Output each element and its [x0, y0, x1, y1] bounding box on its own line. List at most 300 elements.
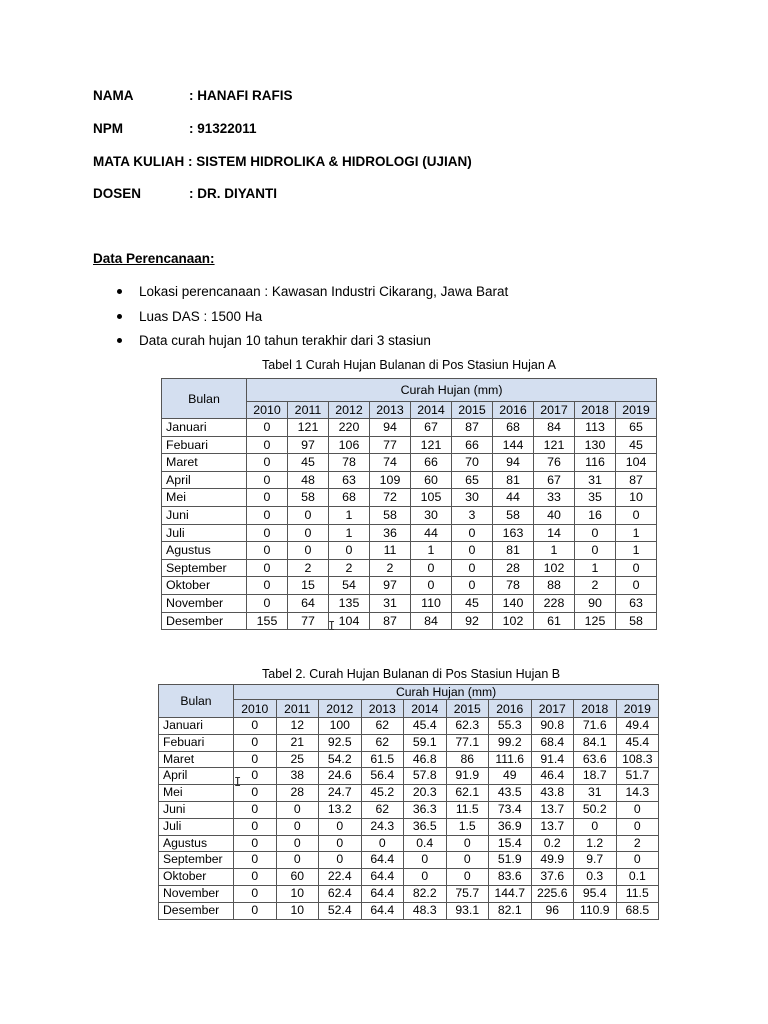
value-cell: 74: [370, 454, 411, 472]
year-header-cell: 2011: [288, 402, 329, 419]
value-cell: 0: [329, 542, 370, 560]
table-row: [162, 542, 657, 560]
value-cell: 11: [370, 542, 411, 560]
month-cell: Desember: [162, 612, 247, 630]
value-cell: 58: [370, 506, 411, 524]
value-cell: 65: [616, 419, 657, 437]
table2-caption: Tabel 2. Curah Hujan Bulanan di Pos Stasiun Hujan B: [262, 667, 561, 681]
value-cell: 99.2: [489, 734, 532, 751]
value-cell: 49.4: [616, 718, 659, 735]
value-cell: 44: [411, 524, 452, 542]
value-cell: 0: [361, 835, 404, 852]
value-cell: 64.4: [361, 902, 404, 919]
bullet-text: Data curah hujan 10 tahun terakhir dari 3 stasiun: [139, 333, 431, 348]
value-cell: 0: [234, 768, 277, 785]
value-cell: 3: [452, 506, 493, 524]
value-cell: 1: [575, 559, 616, 577]
value-cell: 0: [234, 835, 277, 852]
value-cell: 0: [234, 902, 277, 919]
value-cell: 0: [247, 471, 288, 489]
month-cell: Oktober: [159, 869, 234, 886]
value-cell: 10: [276, 885, 319, 902]
value-cell: 48: [288, 471, 329, 489]
value-cell: 73.4: [489, 801, 532, 818]
table-row: [159, 801, 659, 818]
value-cell: 2: [575, 577, 616, 595]
table-row: [159, 902, 659, 919]
value-cell: 87: [616, 471, 657, 489]
header-nama: [93, 88, 293, 103]
table-row: [162, 436, 657, 454]
value-cell: 0: [446, 869, 489, 886]
value-cell: 77: [288, 612, 329, 630]
value-cell: 20.3: [404, 785, 447, 802]
value-cell: 0: [276, 818, 319, 835]
value-cell: 0: [247, 594, 288, 612]
bullet-dot-icon: [117, 289, 122, 294]
year-header-cell: 2017: [531, 700, 574, 718]
value-cell: 43.5: [489, 785, 532, 802]
value-cell: 71.6: [574, 718, 617, 735]
month-cell: April: [159, 768, 234, 785]
value-cell: 24.7: [319, 785, 362, 802]
value-cell: 0: [411, 559, 452, 577]
header-value: : DR. DIYANTI: [189, 186, 278, 201]
value-cell: 116: [575, 454, 616, 472]
table-row: [162, 471, 657, 489]
value-cell: 155: [247, 612, 288, 630]
value-cell: 11.5: [616, 885, 659, 902]
value-cell: 15: [288, 577, 329, 595]
value-cell: 81: [493, 542, 534, 560]
value-cell: 1: [411, 542, 452, 560]
value-cell: 0: [446, 852, 489, 869]
value-cell: 2: [616, 835, 659, 852]
value-cell: 67: [411, 419, 452, 437]
value-cell: 68: [493, 419, 534, 437]
year-header-cell: 2013: [370, 402, 411, 419]
value-cell: 0: [247, 506, 288, 524]
value-cell: 0.2: [531, 835, 574, 852]
bullet-list: [114, 283, 508, 357]
value-cell: 0: [404, 852, 447, 869]
value-cell: 50.2: [574, 801, 617, 818]
value-cell: 45: [288, 454, 329, 472]
header-dosen: [93, 186, 277, 201]
value-cell: 84.1: [574, 734, 617, 751]
value-cell: 1.5: [446, 818, 489, 835]
value-cell: 0.3: [574, 869, 617, 886]
value-cell: 102: [534, 559, 575, 577]
month-cell: Agustus: [159, 835, 234, 852]
table-row: [162, 419, 657, 437]
year-header-cell: 2012: [329, 402, 370, 419]
value-cell: 82.2: [404, 885, 447, 902]
value-cell: 93.1: [446, 902, 489, 919]
value-cell: 0: [247, 542, 288, 560]
value-cell: 15.4: [489, 835, 532, 852]
year-header-cell: 2019: [616, 700, 659, 718]
month-cell: November: [162, 594, 247, 612]
value-cell: 2: [288, 559, 329, 577]
value-cell: 44: [493, 489, 534, 507]
value-cell: 0: [616, 818, 659, 835]
month-cell: November: [159, 885, 234, 902]
value-cell: 125: [575, 612, 616, 630]
month-cell: Febuari: [159, 734, 234, 751]
year-header-cell: 2018: [575, 402, 616, 419]
value-cell: 40: [534, 506, 575, 524]
value-cell: 88: [534, 577, 575, 595]
value-cell: 63: [329, 471, 370, 489]
value-cell: 121: [288, 419, 329, 437]
month-cell: Agustus: [162, 542, 247, 560]
value-cell: 48.3: [404, 902, 447, 919]
value-cell: 68: [329, 489, 370, 507]
value-cell: 91.4: [531, 751, 574, 768]
value-cell: 110: [411, 594, 452, 612]
value-cell: 78: [493, 577, 534, 595]
value-cell: 0.4: [404, 835, 447, 852]
value-cell: 45: [616, 436, 657, 454]
bulan-header: Bulan: [162, 379, 247, 419]
value-cell: 144.7: [489, 885, 532, 902]
value-cell: 36: [370, 524, 411, 542]
value-cell: 64.4: [361, 852, 404, 869]
value-cell: 61: [534, 612, 575, 630]
table-row: [159, 818, 659, 835]
value-cell: 0: [574, 818, 617, 835]
value-cell: 144: [493, 436, 534, 454]
value-cell: 0: [319, 835, 362, 852]
header-key: NAMA: [93, 88, 134, 103]
header-value: : SISTEM HIDROLIKA & HIDROLOGI (UJIAN): [188, 154, 472, 169]
value-cell: 106: [329, 436, 370, 454]
value-cell: 68.4: [531, 734, 574, 751]
year-header-cell: 2010: [247, 402, 288, 419]
value-cell: 92: [452, 612, 493, 630]
month-cell: Juni: [159, 801, 234, 818]
table-row: [159, 885, 659, 902]
value-cell: 10: [276, 902, 319, 919]
year-header-cell: 2019: [616, 402, 657, 419]
value-cell: 109: [370, 471, 411, 489]
value-cell: 0: [616, 506, 657, 524]
value-cell: 0: [452, 559, 493, 577]
value-cell: 0: [234, 718, 277, 735]
value-cell: 46.4: [531, 768, 574, 785]
value-cell: 104: [329, 612, 370, 630]
value-cell: 60: [411, 471, 452, 489]
value-cell: 2: [329, 559, 370, 577]
value-cell: 30: [452, 489, 493, 507]
value-cell: 33: [534, 489, 575, 507]
header-mata-kuliah: [93, 154, 472, 169]
month-cell: Desember: [159, 902, 234, 919]
value-cell: 21: [276, 734, 319, 751]
value-cell: 104: [616, 454, 657, 472]
value-cell: 0: [276, 835, 319, 852]
value-cell: 105: [411, 489, 452, 507]
month-cell: Oktober: [162, 577, 247, 595]
bullet-dot-icon: [117, 314, 122, 319]
value-cell: 63: [616, 594, 657, 612]
header-value: : 91322011: [189, 121, 257, 136]
value-cell: 97: [288, 436, 329, 454]
value-cell: 0: [616, 559, 657, 577]
value-cell: 70: [452, 454, 493, 472]
year-header-cell: 2010: [234, 700, 277, 718]
value-cell: 30: [411, 506, 452, 524]
value-cell: 228: [534, 594, 575, 612]
value-cell: 66: [411, 454, 452, 472]
value-cell: 0: [452, 542, 493, 560]
year-header-cell: 2015: [452, 402, 493, 419]
value-cell: 31: [370, 594, 411, 612]
value-cell: 87: [370, 612, 411, 630]
month-cell: Juni: [162, 506, 247, 524]
value-cell: 0: [288, 542, 329, 560]
value-cell: 38: [276, 768, 319, 785]
value-cell: 84: [534, 419, 575, 437]
value-cell: 87: [452, 419, 493, 437]
value-cell: 28: [276, 785, 319, 802]
value-cell: 62.3: [446, 718, 489, 735]
value-cell: 35: [575, 489, 616, 507]
header-key: DOSEN: [93, 186, 142, 201]
value-cell: 9.7: [574, 852, 617, 869]
table-row: [162, 454, 657, 472]
value-cell: 97: [370, 577, 411, 595]
value-cell: 24.3: [361, 818, 404, 835]
value-cell: 94: [493, 454, 534, 472]
value-cell: 0: [404, 869, 447, 886]
year-header-cell: 2016: [493, 402, 534, 419]
value-cell: 94: [370, 419, 411, 437]
value-cell: 220: [329, 419, 370, 437]
value-cell: 14: [534, 524, 575, 542]
value-cell: 72: [370, 489, 411, 507]
table-row: [159, 869, 659, 886]
value-cell: 65: [452, 471, 493, 489]
table-row: [162, 612, 657, 630]
value-cell: 18.7: [574, 768, 617, 785]
month-cell: Mei: [159, 785, 234, 802]
value-cell: 64: [288, 594, 329, 612]
value-cell: 1: [616, 524, 657, 542]
value-cell: 100: [319, 718, 362, 735]
value-cell: 75.7: [446, 885, 489, 902]
group-header: Curah Hujan (mm): [247, 379, 657, 402]
value-cell: 121: [411, 436, 452, 454]
value-cell: 0: [247, 577, 288, 595]
value-cell: 130: [575, 436, 616, 454]
value-cell: 108.3: [616, 751, 659, 768]
bullet-dot-icon: [117, 338, 122, 343]
value-cell: 1.2: [574, 835, 617, 852]
value-cell: 49.9: [531, 852, 574, 869]
value-cell: 62: [361, 734, 404, 751]
value-cell: 56.4: [361, 768, 404, 785]
value-cell: 0: [247, 559, 288, 577]
value-cell: 46.8: [404, 751, 447, 768]
value-cell: 57.8: [404, 768, 447, 785]
table-row: [162, 506, 657, 524]
value-cell: 0: [234, 869, 277, 886]
value-cell: 0: [234, 751, 277, 768]
value-cell: 113: [575, 419, 616, 437]
value-cell: 22.4: [319, 869, 362, 886]
value-cell: 102: [493, 612, 534, 630]
value-cell: 0: [575, 542, 616, 560]
year-header-cell: 2017: [534, 402, 575, 419]
value-cell: 140: [493, 594, 534, 612]
value-cell: 1: [329, 506, 370, 524]
value-cell: 76: [534, 454, 575, 472]
value-cell: 81: [493, 471, 534, 489]
value-cell: 31: [574, 785, 617, 802]
year-header-cell: 2016: [489, 700, 532, 718]
month-cell: Maret: [159, 751, 234, 768]
value-cell: 0: [247, 489, 288, 507]
value-cell: 0: [247, 454, 288, 472]
value-cell: 0: [234, 885, 277, 902]
value-cell: 0: [319, 818, 362, 835]
value-cell: 77: [370, 436, 411, 454]
value-cell: 0.1: [616, 869, 659, 886]
month-cell: Mei: [162, 489, 247, 507]
value-cell: 58: [616, 612, 657, 630]
month-cell: September: [162, 559, 247, 577]
table-row: [162, 594, 657, 612]
value-cell: 0: [234, 852, 277, 869]
month-cell: April: [162, 471, 247, 489]
value-cell: 121: [534, 436, 575, 454]
value-cell: 62.1: [446, 785, 489, 802]
value-cell: 111.6: [489, 751, 532, 768]
value-cell: 2: [370, 559, 411, 577]
year-header-cell: 2015: [446, 700, 489, 718]
value-cell: 90: [575, 594, 616, 612]
value-cell: 62: [361, 801, 404, 818]
value-cell: 92.5: [319, 734, 362, 751]
month-cell: Juli: [159, 818, 234, 835]
bullet-item: [114, 332, 508, 357]
header-npm: [93, 121, 257, 136]
value-cell: 31: [575, 471, 616, 489]
value-cell: 67: [534, 471, 575, 489]
value-cell: 91.9: [446, 768, 489, 785]
value-cell: 77.1: [446, 734, 489, 751]
header-value: : HANAFI RAFIS: [189, 88, 293, 103]
bulan-header: Bulan: [159, 685, 234, 718]
header-key: MATA KULIAH: [93, 154, 185, 169]
value-cell: 61.5: [361, 751, 404, 768]
value-cell: 12: [276, 718, 319, 735]
value-cell: 1: [329, 524, 370, 542]
year-header-cell: 2012: [319, 700, 362, 718]
value-cell: 90.8: [531, 718, 574, 735]
value-cell: 49: [489, 768, 532, 785]
year-header-row: [159, 700, 659, 718]
value-cell: 225.6: [531, 885, 574, 902]
table1: [161, 378, 657, 630]
value-cell: 0: [616, 801, 659, 818]
value-cell: 66: [452, 436, 493, 454]
value-cell: 51.7: [616, 768, 659, 785]
year-header-cell: 2011: [276, 700, 319, 718]
value-cell: 0: [234, 801, 277, 818]
month-cell: Januari: [162, 419, 247, 437]
value-cell: 0: [247, 419, 288, 437]
value-cell: 0: [247, 436, 288, 454]
table-row: [162, 559, 657, 577]
table-row: [159, 734, 659, 751]
value-cell: 0: [288, 506, 329, 524]
value-cell: 0: [234, 818, 277, 835]
value-cell: 68.5: [616, 902, 659, 919]
value-cell: 36.9: [489, 818, 532, 835]
year-header-cell: 2013: [361, 700, 404, 718]
value-cell: 82.1: [489, 902, 532, 919]
value-cell: 54: [329, 577, 370, 595]
year-header-cell: 2018: [574, 700, 617, 718]
value-cell: 0: [575, 524, 616, 542]
value-cell: 64.4: [361, 885, 404, 902]
value-cell: 0: [234, 734, 277, 751]
group-header: Curah Hujan (mm): [234, 685, 659, 700]
value-cell: 96: [531, 902, 574, 919]
table-row: [162, 489, 657, 507]
bullet-item: [114, 283, 508, 308]
value-cell: 0: [616, 852, 659, 869]
value-cell: 37.6: [531, 869, 574, 886]
header-key: NPM: [93, 121, 123, 136]
bullet-item: [114, 308, 508, 333]
value-cell: 0: [247, 524, 288, 542]
value-cell: 58: [493, 506, 534, 524]
value-cell: 25: [276, 751, 319, 768]
month-cell: Maret: [162, 454, 247, 472]
value-cell: 52.4: [319, 902, 362, 919]
value-cell: 10: [616, 489, 657, 507]
month-cell: Januari: [159, 718, 234, 735]
text-cursor-icon: I: [328, 619, 336, 633]
table-row: [162, 524, 657, 542]
value-cell: 13.7: [531, 801, 574, 818]
value-cell: 0: [276, 852, 319, 869]
value-cell: 60: [276, 869, 319, 886]
year-header-cell: 2014: [411, 402, 452, 419]
value-cell: 1: [534, 542, 575, 560]
value-cell: 1: [616, 542, 657, 560]
value-cell: 78: [329, 454, 370, 472]
value-cell: 62.4: [319, 885, 362, 902]
value-cell: 45: [452, 594, 493, 612]
table-row: [159, 835, 659, 852]
bullet-text: Lokasi perencanaan : Kawasan Industri Cikarang, Jawa Barat: [139, 284, 509, 299]
value-cell: 86: [446, 751, 489, 768]
value-cell: 43.8: [531, 785, 574, 802]
table2: [158, 684, 659, 920]
value-cell: 163: [493, 524, 534, 542]
value-cell: 58: [288, 489, 329, 507]
year-header-cell: 2014: [404, 700, 447, 718]
value-cell: 24.6: [319, 768, 362, 785]
value-cell: 28: [493, 559, 534, 577]
value-cell: 45.4: [404, 718, 447, 735]
table-row: [159, 852, 659, 869]
